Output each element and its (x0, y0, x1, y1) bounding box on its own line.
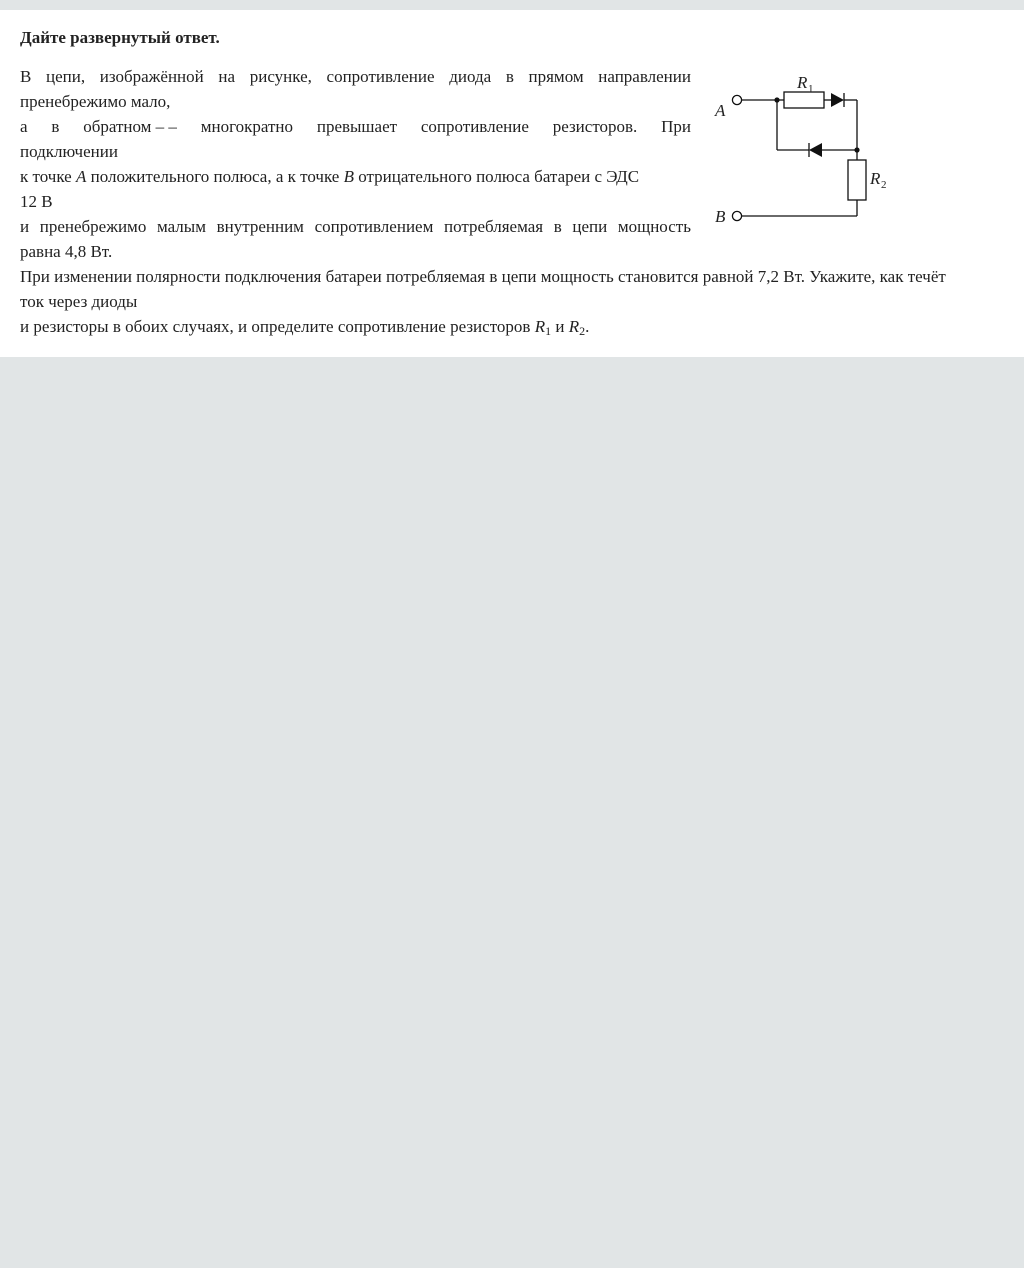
task-line-7: и пренебрежимо малым внутренним сопротивлением потребляемая в цепи мощность (20, 217, 691, 236)
point-a-ref: A (75, 167, 87, 186)
task-line-1: В цепи, изображённой на рисунке, сопротивление диода в прямом направлении (20, 67, 691, 86)
resistor-r1 (784, 92, 824, 108)
point-b-ref: B (343, 167, 354, 186)
task-line-11: и резисторы в обоих случаях, и определите сопротивление резисторов $R_1$ и $R_2$. (20, 317, 590, 338)
resistor-r2 (848, 160, 866, 200)
junction-dot-left (774, 97, 779, 102)
label-r2-sub: 2 (881, 179, 887, 191)
terminal-a (732, 95, 741, 104)
task-line-4: подключении (20, 142, 118, 161)
label-r1: R (797, 73, 808, 92)
task-line-9: При изменении полярности подключения батареи потребляемая в цепи мощность становится равной 7,2 Вт. Укажите, как течёт (20, 267, 946, 286)
task-line-5: к точке A положительного полюса, а к точке B отрицательного полюса батареи с ЭДС (20, 167, 640, 186)
diode-2-triangle (809, 143, 822, 157)
label-r1-sub: 1 (808, 83, 814, 95)
task-heading: Дайте развернутый ответ. (20, 28, 220, 47)
task-card (0, 10, 1024, 357)
junction-dot-right (854, 147, 859, 152)
task-line-6: 12 В (20, 192, 53, 211)
task-line-10: ток через диоды (20, 292, 138, 311)
label-r2: R (870, 169, 881, 188)
task-line-8: равна 4,8 Вт. (20, 242, 113, 261)
task-line-2: пренебрежимо мало, (20, 92, 171, 111)
task-line-3: а в обратном – – многократно превышает сопротивление резисторов. При (20, 117, 691, 136)
terminal-b (732, 211, 741, 220)
diode-1-triangle (831, 93, 844, 107)
circuit-diagram (705, 65, 905, 235)
r1-ref: R (534, 317, 546, 336)
label-b: B (715, 207, 726, 226)
label-a: A (715, 101, 726, 120)
r2-ref: R (568, 317, 580, 336)
